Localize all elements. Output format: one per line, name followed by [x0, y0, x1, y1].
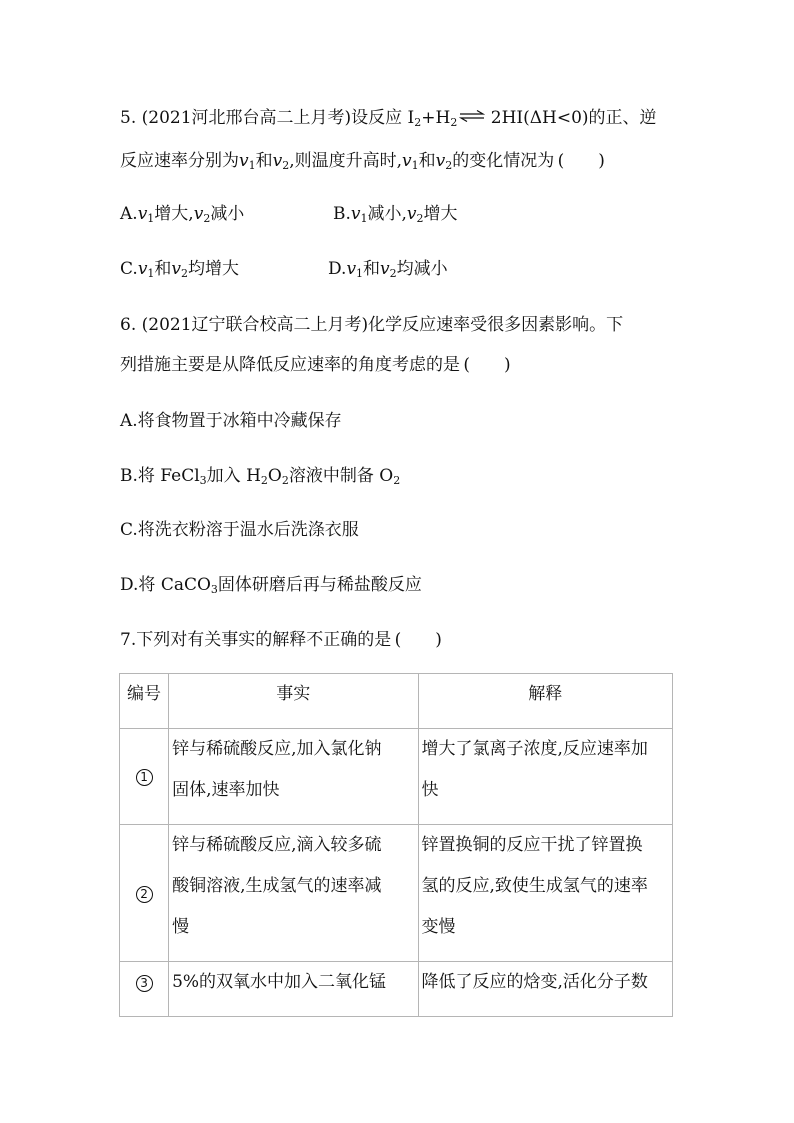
row-explanation: 降低了反应的焓变,活化分子数: [418, 962, 672, 1017]
q6-option-b: B.将 FeCl$_3$加入 $H_2O_2$溶液中制备 $O_2$: [120, 466, 401, 487]
q5-prefix: 5. (2021河北邢台高二上月考)设反应 I: [120, 108, 415, 128]
facts-table: [119, 673, 673, 1017]
q6-option-a: A.将食物置于冰箱中冷藏保存: [120, 411, 342, 431]
q5-option-c: $C.v_1$和$v_2$均增大: [120, 259, 240, 280]
table-header-row: [120, 674, 673, 729]
q7-stem: 7.下列对有关事实的解释不正确的是 ( ): [120, 628, 445, 652]
q5-option-a: $A.v_1$增大$,v_2$减小: [120, 204, 245, 225]
row-explanation: 增大了氯离子浓度,反应速率加 快: [418, 729, 672, 825]
table-row: [120, 962, 673, 1017]
q5-option-d: $D.v_1$和$v_2$均减小: [328, 259, 448, 280]
row-fact: 锌与稀硫酸反应,滴入较多硫 酸铜溶液,生成氢气的速率减 慢: [169, 825, 418, 962]
q5-answer-paren: ( ): [557, 151, 605, 171]
row-fact: 锌与稀硫酸反应,加入氯化钠 固体,速率加快: [169, 729, 418, 825]
header-fact: 事实: [169, 674, 418, 729]
q6-option-d: D.将 CaCO$_3$固体研磨后再与稀盐酸反应: [120, 575, 422, 596]
q6-line2: 列措施主要是从降低反应速率的角度考虑的是 ( ): [120, 353, 514, 377]
header-number: 编号: [120, 674, 169, 729]
header-explanation: 解释: [418, 674, 672, 729]
row-number: 1: [120, 729, 169, 825]
row-number: 3: [120, 962, 169, 1017]
row-number: 2: [120, 825, 169, 962]
row-fact: 5%的双氧水中加入二氧化锰: [169, 962, 418, 1017]
q6-answer-paren: ( ): [463, 355, 511, 375]
q5-line2: 反应速率分别为$v_1$和$v_2$,则温度升高时$,v_1$和$v_2$的变化情况为 ( ): [120, 149, 608, 173]
q5-option-b: $B.v_1$减小$,v_2$增大: [333, 204, 458, 225]
table-row: [120, 825, 673, 962]
q6-line1: 6. (2021辽宁联合校高二上月考)化学反应速率受很多因素影响。下: [120, 315, 624, 335]
q6-option-c: C.将洗衣粉溶于温水后洗涤衣服: [120, 520, 359, 540]
q7-answer-paren: ( ): [394, 630, 442, 650]
equilibrium-arrow-icon: [459, 110, 485, 122]
table-row: [120, 729, 673, 825]
q5-line1: 5. (2021河北邢台高二上月考)设反应 $I_2+H_2$ 2HI(ΔH<0)的正、逆: [120, 108, 657, 129]
q5-equation-tail: 2HI(ΔH<0)的正、逆: [485, 108, 657, 128]
row-explanation: 锌置换铜的反应干扰了锌置换 氢的反应,致使生成氢气的速率 变慢: [418, 825, 672, 962]
